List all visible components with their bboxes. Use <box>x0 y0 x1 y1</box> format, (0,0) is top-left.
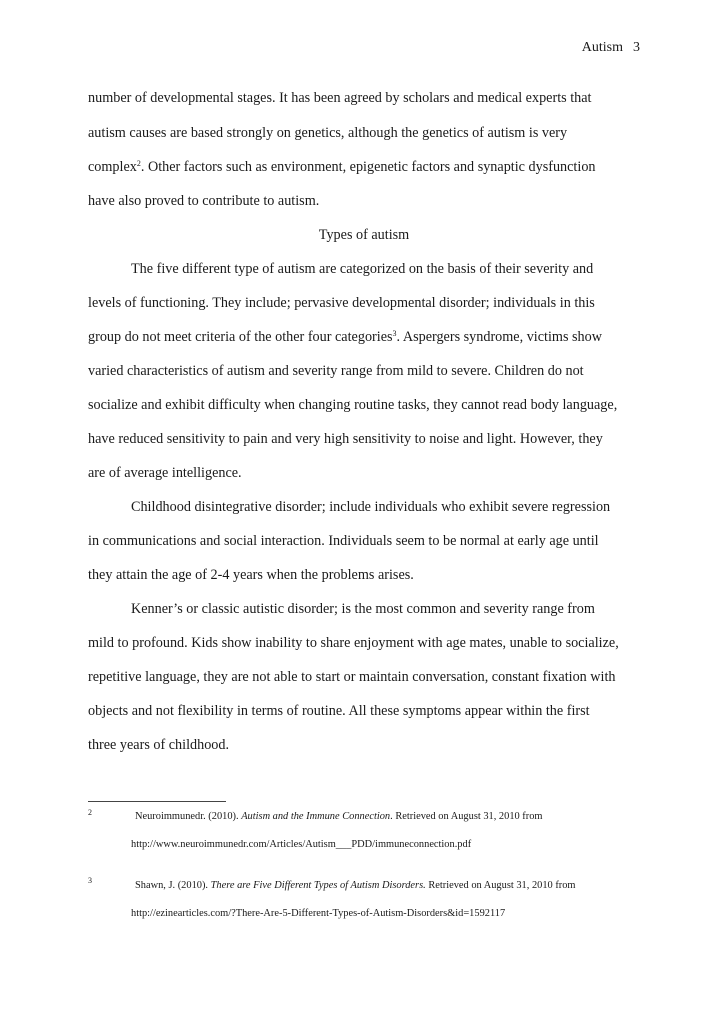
running-header <box>582 40 640 56</box>
body-line: autism causes are based strongly on genetics, although the genetics of autism is very <box>88 125 568 141</box>
body-line <box>88 159 596 176</box>
text-run: . Retrieved on August 31, 2010 from <box>390 811 543 822</box>
footnote-number: 3 <box>88 876 92 885</box>
body-line: are of average intelligence. <box>88 465 242 481</box>
body-line: have reduced sensitivity to pain and very high sensitivity to noise and light. However, they <box>88 431 603 447</box>
header-title: Autism <box>581 40 623 55</box>
body-line: The five different type of autism are categorized on the basis of their severity and <box>131 261 594 277</box>
footnote-ref: 2 <box>136 159 141 168</box>
text-run: Neuroimmunedr. (2010). <box>135 811 242 822</box>
footnote-citation <box>135 880 576 891</box>
body-line: repetitive language, they are not able to start or maintain conversation, constant fixation with <box>88 669 616 685</box>
text-run: . Aspergers syndrome, victims show <box>396 329 602 345</box>
footnote-citation <box>135 811 543 822</box>
body-line: they attain the age of 2-4 years when the problems arises. <box>88 567 414 583</box>
footnote-url: http://ezinearticles.com/?There-Are-5-Different-Types-of-Autism-Disorders&id=1592117 <box>131 908 506 919</box>
text-run: Shawn, J. (2010). <box>135 880 211 891</box>
text-run: Retrieved on August 31, 2010 from <box>425 880 576 891</box>
body-line: Kenner’s or classic autistic disorder; is the most common and severity range from <box>131 601 595 617</box>
text-run: complex <box>88 159 137 175</box>
section-heading: Types of autism <box>318 227 410 243</box>
body-line: varied characteristics of autism and severity range from mild to severe. Children do not <box>88 363 584 379</box>
footnote-ref: 3 <box>392 329 397 338</box>
body-line: have also proved to contribute to autism. <box>88 193 320 209</box>
page-number: 3 <box>633 40 640 55</box>
body-line <box>88 329 602 346</box>
text-run: . Other factors such as environment, epigenetic factors and synaptic dysfunction <box>140 159 596 175</box>
body-line: socialize and exhibit difficulty when changing routine tasks, they cannot read body language, <box>88 397 618 413</box>
body-line: three years of childhood. <box>88 737 230 753</box>
body-line: number of developmental stages. It has been agreed by scholars and medical experts that <box>88 90 592 106</box>
body-line: objects and not flexibility in terms of routine. All these symptoms appear within the first <box>88 703 590 719</box>
citation-title: There are Five Different Types of Autism Disorders. <box>210 880 426 891</box>
footnote-separator <box>88 801 226 802</box>
body-line: in communications and social interaction. Individuals seem to be normal at early age until <box>88 533 599 549</box>
footnote-url: http://www.neuroimmunedr.com/Articles/Autism___PDD/immuneconnection.pdf <box>131 839 472 850</box>
footnote-number: 2 <box>88 808 92 817</box>
text-run: group do not meet criteria of the other four categories <box>88 329 393 345</box>
citation-title: Autism and the Immune Connection <box>241 811 391 822</box>
body-line: mild to profound. Kids show inability to share enjoyment with age mates, unable to socialize, <box>88 635 619 651</box>
body-line: levels of functioning. They include; pervasive developmental disorder; individuals in this <box>88 295 595 311</box>
body-line: Childhood disintegrative disorder; include individuals who exhibit severe regression <box>131 499 611 515</box>
